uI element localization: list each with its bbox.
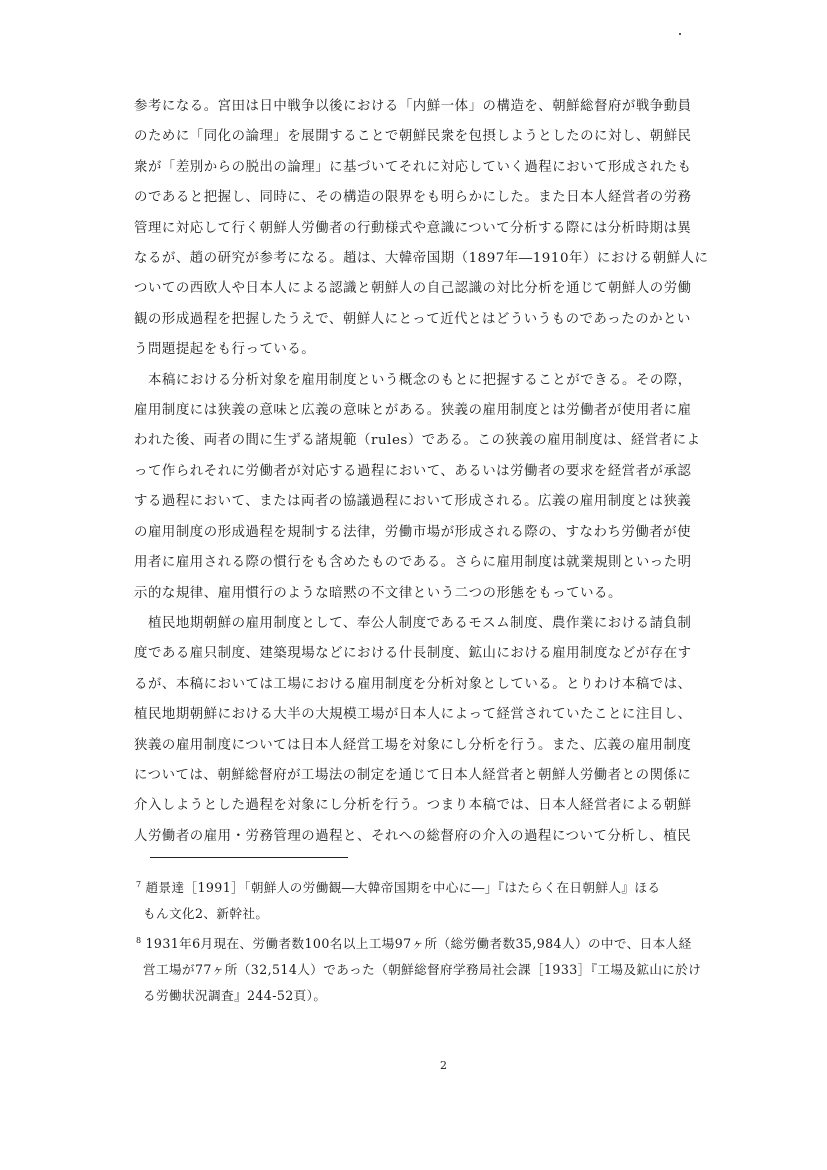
body-text [134,92,719,852]
body-line: のであると把握し、同時に、その構造の限界をも明らかにした。また日本人経営者の労務 [134,190,692,206]
body-line: 人労働者の雇用・労務管理の過程と、それへの総督府の介入の過程について分析し、植民 [134,828,692,844]
body-line: 衆が「差別からの脱出の論理」に基づいてそれに対応していく過程において形成されたも [134,159,692,175]
body-line: 介入しようとした過程を対象にし分析を行う。つまり本稿では、日本人経営者による朝鮮 [134,798,692,814]
body-line: 示的な規律、雇用慣行のような暗黙の不文律という二つの形態をもっている。 [134,585,622,601]
body-line: のために「同化の論理」を展開することで朝鮮民衆を包摂しようとしたのに対し、朝鮮民 [134,129,692,145]
body-line: 狭義の雇用制度については日本人経営工場を対象にし分析を行う。また、広義の雇用制度 [134,737,692,753]
paragraph-start-line: 植民地期朝鮮の雇用制度として、奉公人制度であるモスム制度、農作業における請負制 [148,615,692,631]
paragraph-start-line: 本稿における分析対象を雇用制度という概念のもとに把握することができる。その際， [148,372,692,388]
body-line: する過程において、または両者の協議過程において形成される。広義の雇用制度とは狭義 [134,494,692,510]
footnote-7 [136,872,726,901]
body-line: 雇用制度には狭義の意味と広義の意味とがある。狭義の雇用制度とは労働者が使用者に雇 [134,403,692,419]
footnote-text: 1931年6月現在、労働者数100名以上工場97ヶ所（総労働者数35,984人）の中で、日本人経 [145,935,692,951]
footnote-text: 趙景達［1991］「朝鮮人の労働観―大韓帝国期を中心に―」『はたらく在日朝鮮人』ほる [145,880,661,896]
body-line: るが、本稿においては工場における雇用制度を分析対象としている。とりわけ本稿では、 [134,676,692,692]
footnote-mark: 7 [136,880,142,889]
body-line: って作られそれに労働者が対応する過程において、あるいは労働者の要求を経営者が承認 [134,463,692,479]
body-line: については、朝鮮総督府が工場法の制定を通じて日本人経営者と朝鮮人労働者との関係に [134,767,692,783]
footnote-continuation: もん文化2、新幹社。 [143,906,269,922]
body-line: 観の形成過程を把握したうえで、朝鮮人にとって近代とはどういうものであったのかとい [134,311,691,327]
body-line: 度である雇只制度、建築現場などにおける什長制度、鉱山における雇用制度などが存在す [134,646,692,662]
body-line: 管理に対応して行く朝鮮人労働者の行動様式や意識について分析する際には分析時期は異 [134,220,692,236]
footnote-continuation: 営工場が77ヶ所（32,514人）であった（朝鮮総督府学務局社会課［1933］『工場及鉱山に於け [143,961,702,977]
body-line: われた後、両者の間に生ずる諸規範（rules）である。この狭義の雇用制度は、経営者によ [134,433,701,449]
body-line: の雇用制度の形成過程を規制する法律，労働市場が形成される際の、すなわち労働者が使 [134,524,692,540]
footnote-separator [150,857,348,858]
body-line: 植民地期朝鮮における大半の大規模工場が日本人によって経営されていたことに注目し、 [134,707,692,723]
body-line: ついての西欧人や日本人による認識と朝鮮人の自己認識の対比分析を通じて朝鮮人の労働 [134,281,692,297]
body-line: 参考になる。宮田は日中戦争以後における「内鮮一体」の構造を、朝鮮総督府が戦争動員 [134,99,692,114]
body-line: 用者に雇用される際の慣行をも含めたものである。さらに雇用制度は就業規則といった明 [134,555,692,571]
footnotes [136,872,726,1009]
scan-speck [679,33,681,35]
page-number: 2 [440,1059,447,1072]
body-line: う問題提起をも行っている。 [134,342,316,358]
footnote-8 [136,928,726,957]
footnote-mark: 8 [136,935,142,945]
body-line: なるが、趙の研究が参考になる。趙は、大韓帝国期（1897年―1910年）における朝鮮人に [134,251,709,267]
footnote-continuation: る労働状況調査』244-52頁）。 [143,988,327,1004]
